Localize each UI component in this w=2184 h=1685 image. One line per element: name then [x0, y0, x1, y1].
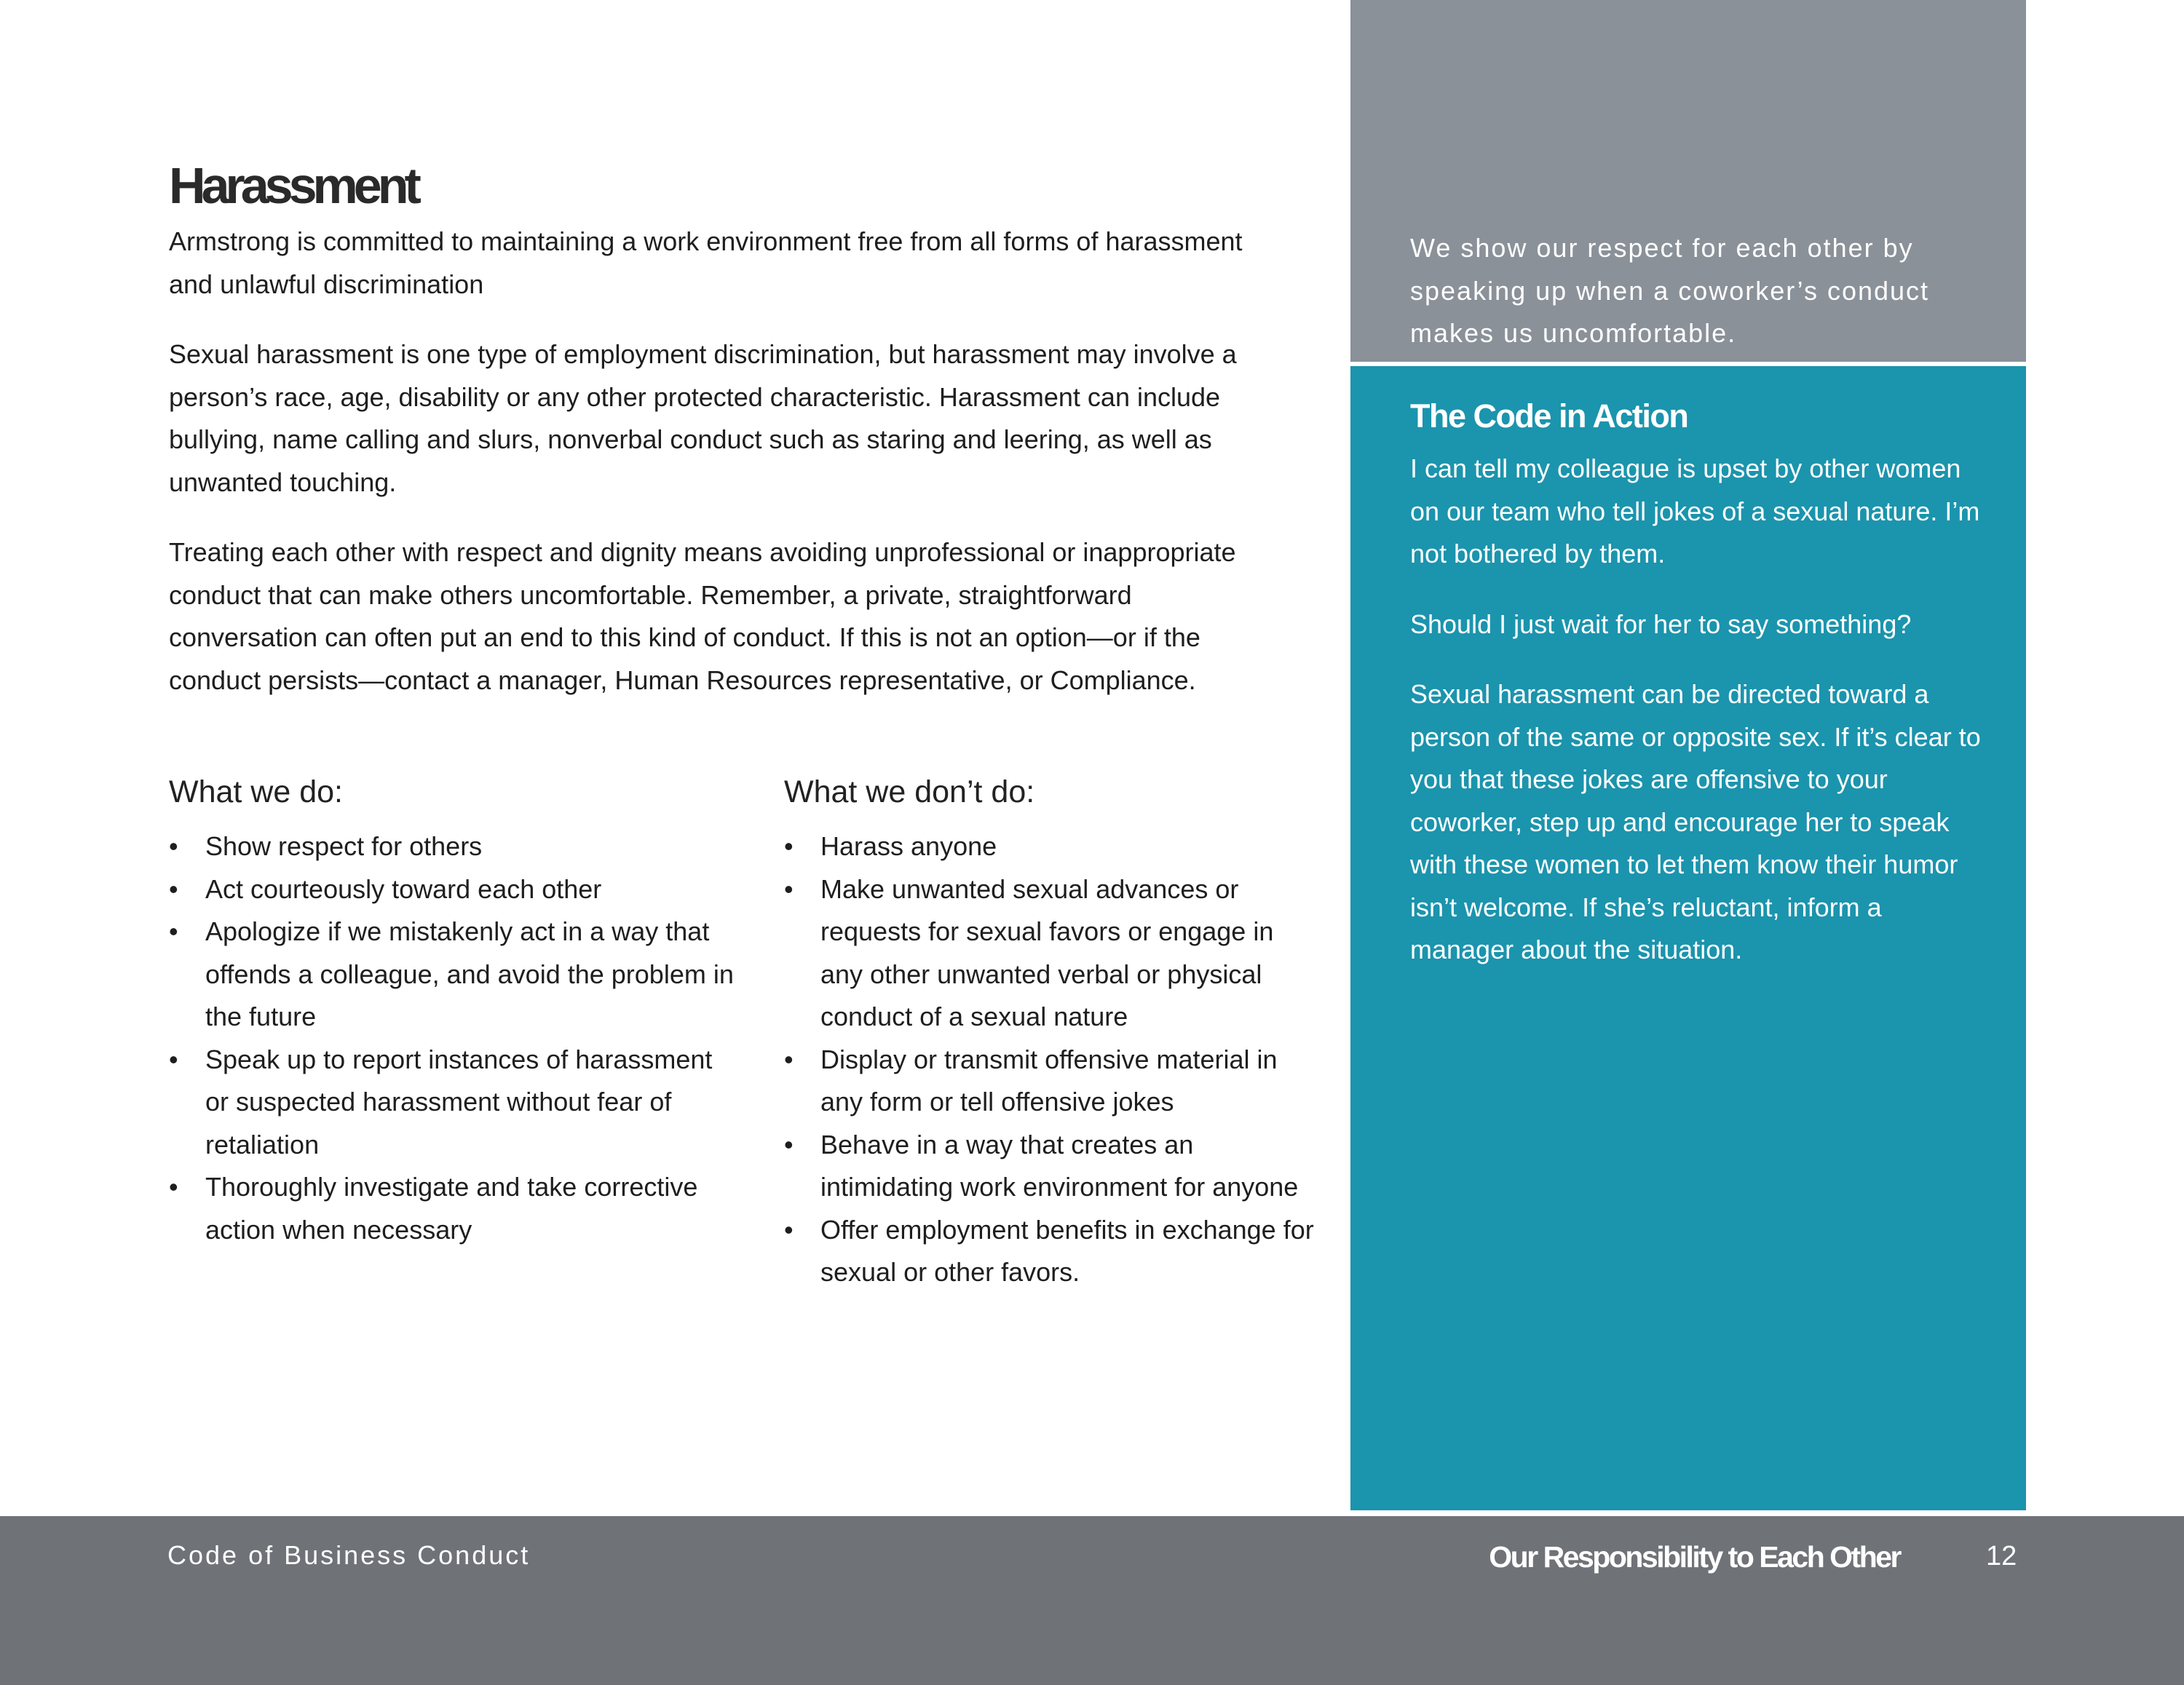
what-we-do-list: [169, 825, 737, 1251]
list-item: [784, 1039, 1323, 1124]
list-item-text: Harass anyone: [820, 831, 997, 861]
main-content: [169, 156, 1305, 729]
intro-paragraph: Armstrong is committed to maintaining a work environment free from all forms of harassment and unlawful discrimination: [169, 226, 1243, 299]
footer-document-title: Code of Business Conduct: [167, 1540, 531, 1570]
code-in-action-body: [1410, 448, 1985, 999]
bullet-icon: •: [169, 831, 178, 861]
list-item-text: Behave in a way that creates an intimidating work environment for anyone: [820, 1129, 1299, 1202]
sidebar-quote-panel: [1350, 0, 2026, 362]
bullet-icon: •: [169, 873, 178, 904]
list-item-text: Act courteously toward each other: [205, 873, 602, 904]
list-item-text: Show respect for others: [205, 831, 483, 861]
list-item-text: Thoroughly investigate and take corrective action when necessary: [205, 1172, 698, 1245]
list-item-text: Speak up to report instances of harassment or suspected harassment without fear of retaliation: [205, 1044, 713, 1159]
what-we-dont-do-heading: What we don’t do:: [784, 774, 1035, 809]
footer-section-title: Our Responsibility to Each Other: [1489, 1540, 1900, 1574]
question-paragraph: Should I just wait for her to say something?: [1410, 608, 1912, 639]
bullet-icon: •: [784, 873, 794, 904]
page-number: 12: [1986, 1541, 2017, 1571]
bullet-icon: •: [169, 1172, 178, 1202]
bullet-icon: •: [784, 1214, 794, 1245]
code-in-action-heading: The Code in Action: [1410, 397, 1688, 435]
harassment-definition-paragraph: Sexual harassment is one type of employment discrimination, but harassment may involve a person’s race, age, disability or any other protected characteristic. Harassment can include bullying, name calling and slurs, nonverbal conduct such as staring and leering, as well as unwanted touching.: [169, 339, 1237, 497]
sidebar-quote: We show our respect for each other by speaking up when a coworker’s conduct makes us uncomfortable.: [1410, 233, 1930, 348]
list-item-text: Make unwanted sexual advances or requests for sexual favors or engage in any other unwanted verbal or physical conduct of a sexual nature: [820, 873, 1274, 1031]
page-footer: [0, 1516, 2184, 1685]
list-item-text: Apologize if we mistakenly act in a way that offends a colleague, and avoid the problem in the future: [205, 916, 734, 1031]
list-item-text: Offer employment benefits in exchange for sexual or other favors.: [820, 1214, 1314, 1287]
code-in-action-panel: [1350, 366, 2026, 1510]
list-item: [169, 1166, 737, 1251]
what-we-do-column: [169, 769, 737, 1251]
list-item-text: Display or transmit offensive material in any form or tell offensive jokes: [820, 1044, 1278, 1117]
list-item: [784, 868, 1323, 1039]
list-item: [169, 825, 737, 868]
answer-paragraph: Sexual harassment can be directed toward a person of the same or opposite sex. If it’s clear to you that these jokes are offensive to your coworker, step up and encourage her to speak with these women to let them know their humor isn’t welcome. If she’s reluctant, inform a manager about the situation.: [1410, 679, 1981, 964]
list-item: [784, 1209, 1323, 1294]
page-title: Harassment: [169, 157, 417, 214]
list-item: [169, 868, 737, 911]
bullet-icon: •: [169, 916, 178, 946]
scenario-paragraph: I can tell my colleague is upset by other women on our team who tell jokes of a sexual nature. I’m not bothered by them.: [1410, 453, 1980, 568]
bullet-icon: •: [784, 1044, 794, 1074]
bullet-icon: •: [169, 1044, 178, 1074]
what-we-do-heading: What we do:: [169, 774, 343, 809]
what-we-dont-do-column: [784, 769, 1323, 1294]
list-item: [169, 911, 737, 1039]
what-we-dont-do-list: [784, 825, 1323, 1294]
respect-paragraph: Treating each other with respect and dignity means avoiding unprofessional or inappropriate conduct that can make others uncomfortable. Remember, a private, straightforward conversation can often put an end to this kind of conduct. If this is not an option—or if the conduct persists—contact a manager, Human Resources representative, or Compliance.: [169, 537, 1236, 695]
list-item: [169, 1039, 737, 1167]
bullet-icon: •: [784, 1129, 794, 1159]
list-item: [784, 1124, 1323, 1209]
list-item: [784, 825, 1323, 868]
bullet-icon: •: [784, 831, 794, 861]
